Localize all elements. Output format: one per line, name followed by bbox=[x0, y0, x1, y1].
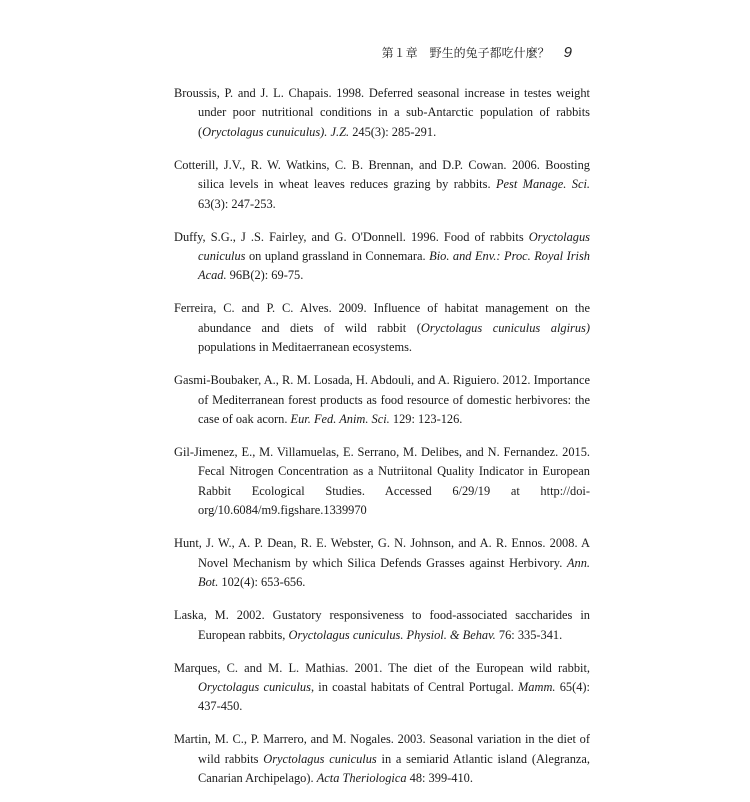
reference-authors: Marques, C. and M. L. Mathias. 2001. The diet of the European wild rabbit, bbox=[174, 660, 590, 675]
reference-item bbox=[174, 84, 590, 142]
reference-species: Oryctolagus cuniculus bbox=[198, 229, 590, 264]
reference-journal: Physiol. & Behav. bbox=[403, 627, 496, 642]
reference-authors: Gasmi-Boubaker, A., R. M. Losada, H. Abdouli, and A. Riguiero. 2012. Importance of Mediterranean forest products as food resource of domestic herbivores: the case of oak acorn. bbox=[174, 373, 590, 427]
reference-item bbox=[174, 606, 590, 645]
reference-journal: Bio. and Env.: Proc. Royal Irish Acad. bbox=[198, 249, 590, 283]
reference-details: populations in Meditaerranean ecosystems. bbox=[198, 340, 413, 355]
reference-details: 65(4): 437-450. bbox=[198, 679, 590, 714]
reference-journal: Pest Manage. Sci. bbox=[495, 177, 590, 192]
reference-species: Oryctolagus cuniculus. bbox=[288, 627, 404, 642]
reference-authors: Hunt, J. W., A. P. Dean, R. E. Webster, G. N. Johnson, and A. R. Ennos. 2008. A Novel Mechanism by which Silica Defends Grasses against Herbivory. bbox=[174, 536, 590, 570]
reference-journal: Eur. Fed. Anim. Sci. bbox=[290, 412, 390, 427]
reference-details: 48: 399-410. bbox=[406, 771, 473, 786]
reference-species: Oryctolagus cuniculus bbox=[263, 751, 377, 766]
reference-item bbox=[174, 443, 590, 521]
reference-authors: Ferreira, C. and P. C. Alves. 2009. Influence of habitat management on the abundance and diets of wild rabbit ( bbox=[174, 301, 590, 335]
reference-journal: Acta Theriologica bbox=[316, 771, 407, 786]
reference-details: 96B(2): 69-75. bbox=[226, 268, 304, 283]
running-header bbox=[382, 44, 572, 61]
reference-details: 245(3): 285-291. bbox=[349, 124, 437, 139]
reference-species: Oryctolagus cuniculus algirus) bbox=[420, 320, 590, 335]
reference-species: Oryctolagus cunuiculus). bbox=[202, 124, 328, 139]
reference-authors: Gil-Jimenez, E., M. Villamuelas, E. Serrano, M. Delibes, and N. Fernandez. 2015. Fecal Nitrogen Concentration as a Nutriitonal Quality Indicator in European Rabbit Ecological Studies. Accessed 6/29/19 at http://doi-org/10.6084/m9.figshare.1339970 bbox=[174, 445, 590, 518]
reference-details: 102(4): 653-656. bbox=[218, 575, 306, 590]
reference-details: 63(3): 247-253. bbox=[198, 196, 276, 211]
reference-journal: Ann. Bot. bbox=[198, 555, 590, 590]
reference-details: on upland grassland in Connemara. bbox=[245, 249, 430, 264]
reference-item bbox=[174, 659, 590, 717]
reference-authors: Duffy, S.G., J .S. Fairley, and G. O'Donnell. 1996. Food of rabbits bbox=[174, 229, 529, 244]
page-number: 9 bbox=[563, 44, 572, 61]
reference-list bbox=[174, 84, 590, 802]
reference-species: Oryctolagus cuniculus bbox=[198, 679, 311, 694]
reference-item bbox=[174, 534, 590, 592]
reference-authors: Martin, M. C., P. Marrero, and M. Nogales. 2003. Seasonal variation in the diet of wild rabbits bbox=[174, 732, 590, 766]
reference-authors: Broussis, P. and J. L. Chapais. 1998. Deferred seasonal increase in testes weight under poor nutritional conditions in a sub-Antarctic population of rabbits ( bbox=[174, 86, 590, 139]
reference-item bbox=[174, 299, 590, 357]
reference-details: 129: 123-126. bbox=[389, 412, 463, 427]
reference-authors: Cotterill, J.V., R. W. Watkins, C. B. Brennan, and D.P. Cowan. 2006. Boosting silica levels in wheat leaves reduces grazing by rabbits. bbox=[174, 157, 590, 192]
reference-authors: Laska, M. 2002. Gustatory responsiveness to food-associated saccharides in European rabbits, bbox=[174, 608, 590, 642]
reference-journal: J.Z. bbox=[327, 124, 350, 139]
reference-item bbox=[174, 371, 590, 429]
chapter-title: 第１章 野生的兔子都吃什麼？ bbox=[381, 46, 550, 60]
reference-details: 76: 335-341. bbox=[495, 627, 563, 642]
reference-item bbox=[174, 156, 590, 214]
reference-details: in a semiarid Atlantic island (Alegranza, Canarian Archipelago). bbox=[198, 751, 590, 786]
reference-journal: Mamm. bbox=[517, 679, 556, 694]
reference-item bbox=[174, 730, 590, 788]
reference-item bbox=[174, 228, 590, 286]
reference-details: , in coastal habitats of Central Portugal. bbox=[310, 679, 518, 694]
